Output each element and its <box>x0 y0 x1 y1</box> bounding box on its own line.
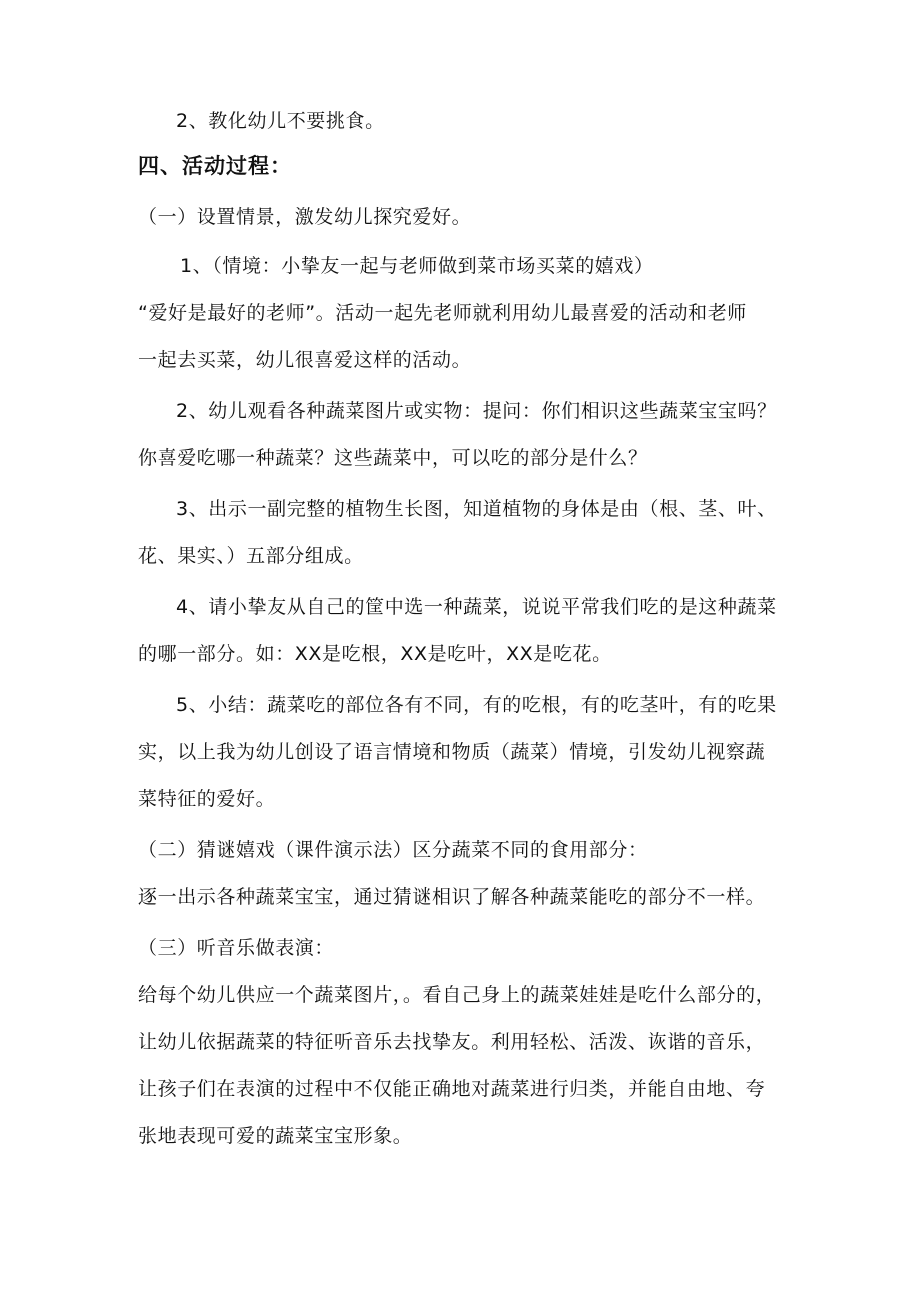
subsection-heading-1: （一）设置情景，激发幼儿探究爱好。 <box>138 206 472 228</box>
subsection-2-text: 逐一出示各种蔬菜宝宝，通过猜谜相识了解各种蔬菜能吃的部分不一样。 <box>138 886 766 908</box>
step-4-text-line-1: 4、请小挚友从自己的筐中选一种蔬菜，说说平常我们吃的是这种蔬菜 <box>176 596 777 618</box>
subsection-3-text-line-3: 让孩子们在表演的过程中不仅能正确地对蔬菜进行归类，并能自由地、夸 <box>138 1078 766 1100</box>
subsection-3-text-line-1: 给每个幼儿供应一个蔬菜图片，。看自己身上的蔬菜娃娃是吃什么部分的， <box>138 984 776 1006</box>
step-1-text-line-2: 一起去买菜，幼儿很喜爱这样的活动。 <box>138 349 472 371</box>
step-5-text-line-1: 5、小结：蔬菜吃的部位各有不同，有的吃根，有的吃茎叶，有的吃果 <box>176 694 777 716</box>
step-3-text-line-1: 3、出示一副完整的植物生长图，知道植物的身体是由（根、茎、叶、 <box>176 498 777 520</box>
subsection-3-text-line-4: 张地表现可爱的蔬菜宝宝形象。 <box>138 1125 413 1147</box>
step-3-text-line-2: 花、果实、）五部分组成。 <box>138 545 364 567</box>
step-2-text-line-2: 你喜爱吃哪一种蔬菜？这些蔬菜中，可以吃的部分是什么？ <box>138 447 648 469</box>
step-4-text-line-2: 的哪一部分。如：XX是吃根，XX是吃叶，XX是吃花。 <box>138 643 612 665</box>
step-1-title: 1、（情境：小挚友一起与老师做到菜市场买菜的嬉戏） <box>180 255 654 277</box>
subsection-heading-3: （三）听音乐做表演： <box>138 937 335 959</box>
section-heading-activity-process: 四、活动过程： <box>138 154 292 178</box>
step-5-text-line-2: 实，以上我为幼儿创设了语言情境和物质（蔬菜）情境，引发幼儿视察蔬 <box>138 741 766 763</box>
goal-item-2: 2、教化幼儿不要挑食。 <box>176 110 385 132</box>
step-5-text-line-3: 菜特征的爱好。 <box>138 788 276 810</box>
subsection-3-text-line-2: 让幼儿依据蔬菜的特征听音乐去找挚友。利用轻松、活泼、诙谐的音乐， <box>138 1031 766 1053</box>
step-1-text-line-1: “爱好是最好的老师”。活动一起先老师就利用幼儿最喜爱的活动和老师 <box>138 302 747 324</box>
step-2-text-line-1: 2、幼儿观看各种蔬菜图片或实物：提问：你们相识这些蔬菜宝宝吗？ <box>176 400 777 422</box>
subsection-heading-2: （二）猜谜嬉戏（课件演示法）区分蔬菜不同的食用部分： <box>138 839 648 861</box>
